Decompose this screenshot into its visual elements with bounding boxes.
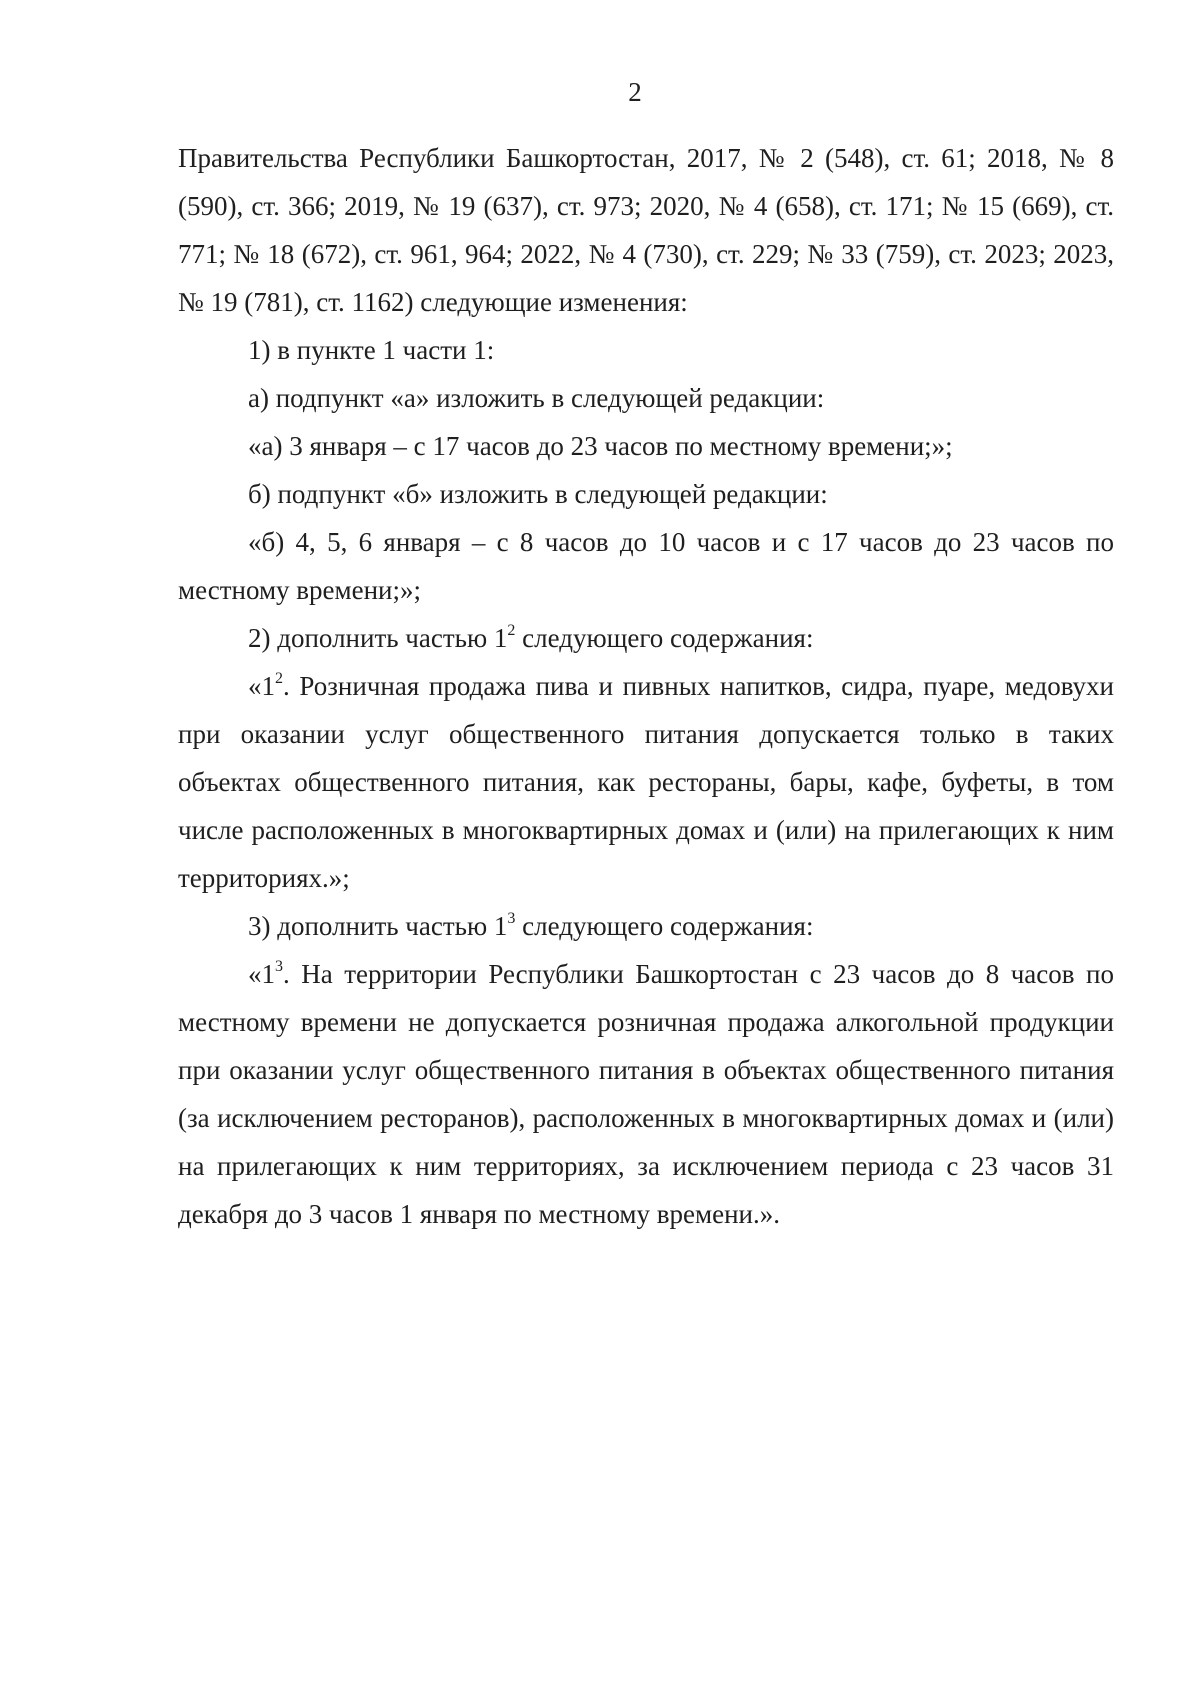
part-1-2-superscript: 2 [275,670,283,687]
paragraph-item-2 [178,614,1114,662]
paragraph-subitem-b: б) подпункт «б» изложить в следующей редакции: [248,479,828,509]
item-2-text-end: следующего содержания: [515,623,814,653]
paragraph-item-1: 1) в пункте 1 части 1: [248,335,495,365]
paragraph-amendment-intro: Правительства Республики Башкортостан, 2017, № 2 (548), ст. 61; 2018, № 8 (590), ст. 366; 2019, № 19 (637), ст. 973; 2020, № 4 (658), ст. 171; № 15 (669), ст. 771; № 18 (672), ст. 961, 964; 2022, № 4 (730), ст. 229; № 33 (759), ст. 2023; 2023, № 19 (781), ст. 1162) следующие изменения: [178,143,1114,317]
item-3-text-end: следующего содержания: [515,911,814,941]
item-2-text-start: 2) дополнить частью 1 [248,623,508,653]
item-3-superscript: 3 [507,910,516,927]
page-number: 2 [628,77,642,107]
part-1-3-text-end: . На территории Республики Башкортостан с 23 часов до 8 часов по местному времени не допускается розничная продажа алкогольной продукции при оказании услуг общественного питания в объектах общественного питания (за исключением ресторанов), расположенных в многоквартирных домах и (или) на прилегающих к ним территориях, за исключением периода с 23 часов 31 декабря до 3 часов 1 января по местному времени.». [178,959,1114,1229]
item-2-superscript: 2 [507,622,516,639]
part-1-3-superscript: 3 [275,958,283,975]
paragraph-subitem-a-text: «а) 3 января – с 17 часов до 23 часов по местному времени;»; [248,431,953,461]
paragraph-part-1-2-text [178,662,1114,902]
item-3-text-start: 3) дополнить частью 1 [248,911,508,941]
part-1-2-text-start: «1 [248,671,275,701]
paragraph-subitem-a: а) подпункт «а» изложить в следующей редакции: [248,383,825,413]
paragraph-part-1-3-text [178,950,1114,1238]
paragraph-subitem-b-text: «б) 4, 5, 6 января – с 8 часов до 10 часов и с 17 часов до 23 часов по местному времени;»; [178,527,1114,605]
part-1-3-text-start: «1 [248,959,275,989]
paragraph-item-3 [178,902,1114,950]
part-1-2-text-end: . Розничная продажа пива и пивных напитков, сидра, пуаре, медовухи при оказании услуг общественного питания допускается только в таких объектах общественного питания, как рестораны, бары, кафе, буфеты, в том числе расположенных в многоквартирных домах и (или) на прилегающих к ним территориях.»; [178,671,1114,893]
document-body [178,134,1114,1238]
